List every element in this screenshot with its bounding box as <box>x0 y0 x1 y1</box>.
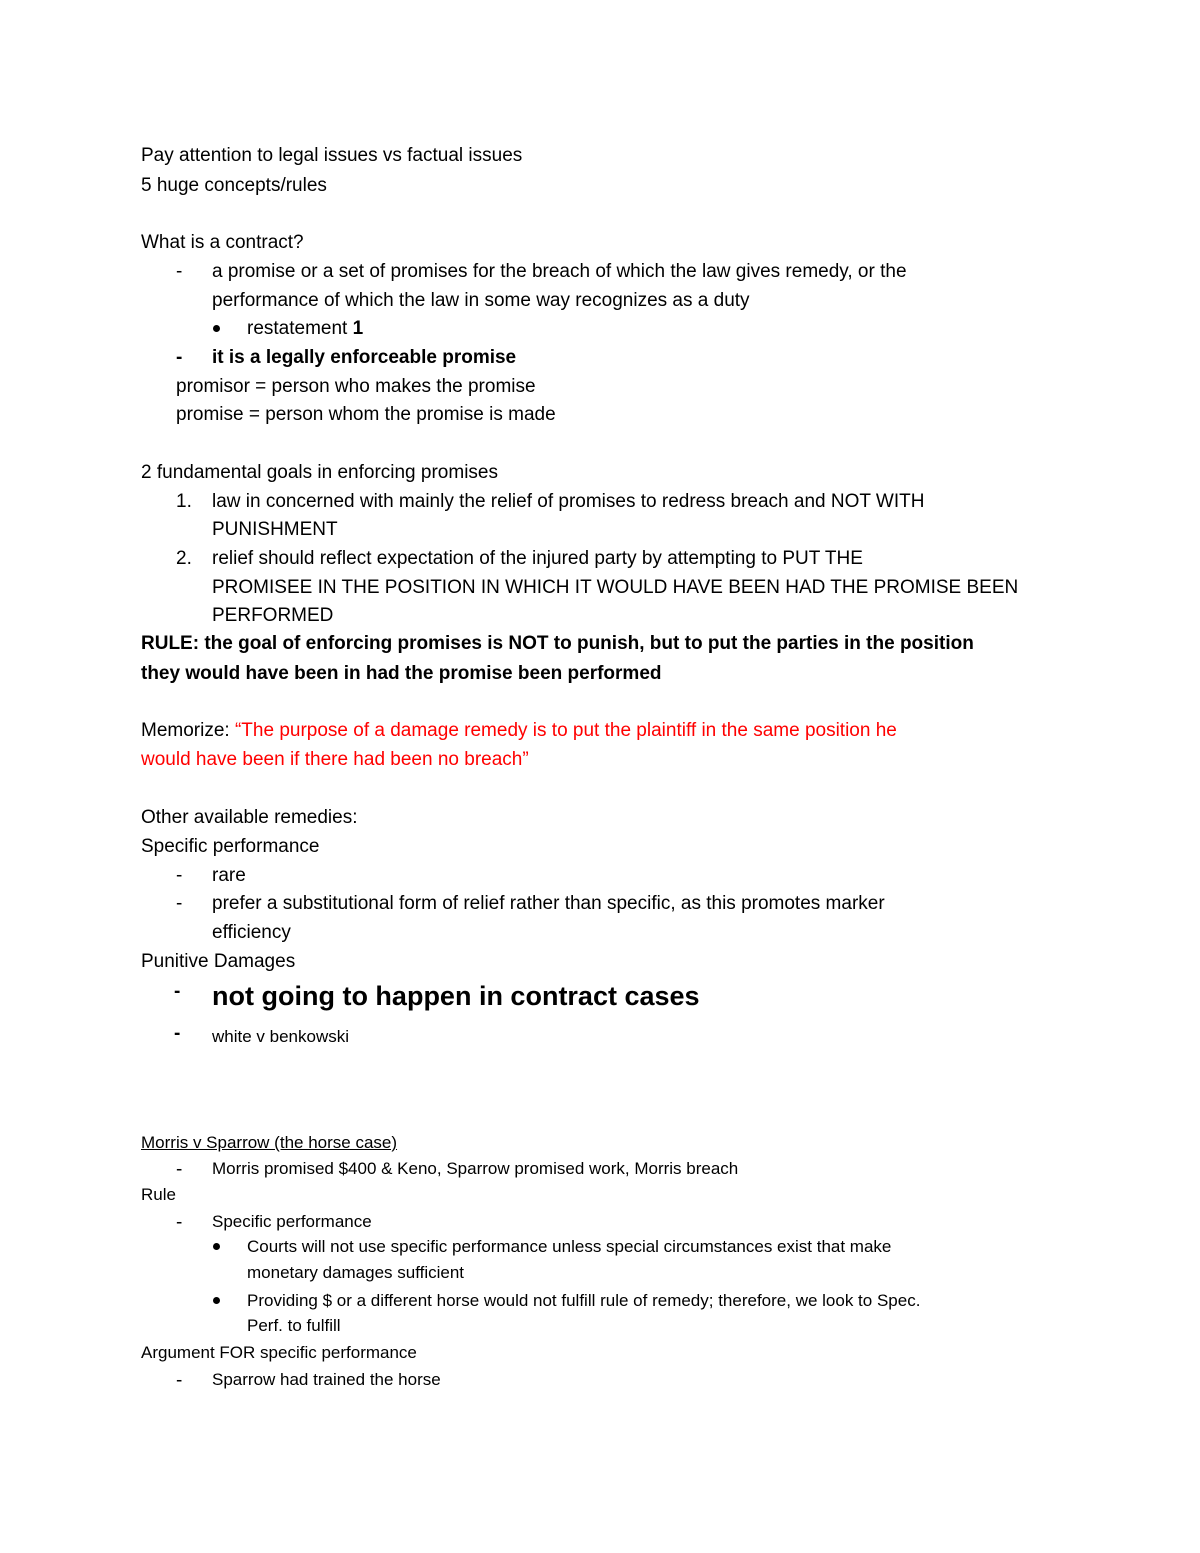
bullet-icon <box>213 1297 220 1304</box>
memorize-label: Memorize: <box>141 720 235 741</box>
dash-marker: - <box>176 1159 183 1180</box>
case-title: Morris v Sparrow (the horse case) <box>141 1133 398 1152</box>
enforceable-promise: it is a legally enforceable promise <box>212 347 517 368</box>
case-bullet-1-line-2: monetary damages sufficient <box>247 1263 465 1282</box>
list-number-2: 2. <box>176 548 192 569</box>
case-rule-label: Rule <box>141 1185 176 1204</box>
goal-2-line-2: PROMISEE IN THE POSITION IN WHICH IT WOULD HAVE BEEN HAD THE PROMISE BEEN <box>212 577 1019 598</box>
restatement-text: restatement <box>247 318 353 339</box>
goal-1-line-2: PUNISHMENT <box>212 519 338 540</box>
dash-marker: - <box>176 865 183 886</box>
memorize-line-1 <box>141 719 897 743</box>
intro-line-2: 5 huge concepts/rules <box>141 175 327 196</box>
punitive-item-case: white v benkowski <box>212 1027 350 1046</box>
case-facts: Morris promised $400 & Keno, Sparrow promised work, Morris breach <box>212 1159 739 1178</box>
specific-item-rare: rare <box>212 865 246 886</box>
argument-label: Argument FOR specific performance <box>141 1343 417 1362</box>
case-bullet-1-line-1: Courts will not use specific performance unless special circumstances exist that make <box>247 1237 892 1256</box>
dash-marker: - <box>176 1370 183 1391</box>
dash-marker: - <box>174 1023 181 1044</box>
rule-line-1: RULE: the goal of enforcing promises is NOT to punish, but to put the parties in the position <box>141 633 974 654</box>
contract-heading: What is a contract? <box>141 232 304 253</box>
dash-marker: - <box>176 261 183 282</box>
goal-2-line-1: relief should reflect expectation of the injured party by attempting to PUT THE <box>212 548 863 569</box>
specific-performance-heading: Specific performance <box>141 836 320 857</box>
case-bullet-2-line-1: Providing $ or a different horse would not fulfill rule of remedy; therefore, we look to Spec. <box>247 1291 921 1310</box>
case-rule-item: Specific performance <box>212 1212 372 1231</box>
punitive-item-not-happen: not going to happen in contract cases <box>212 981 700 1011</box>
specific-item-prefer-line-2: efficiency <box>212 922 291 943</box>
bullet-icon <box>213 1243 220 1250</box>
goal-1-line-1: law in concerned with mainly the relief of promises to redress breach and NOT WITH <box>212 491 925 512</box>
memorize-quote-line-1: “The purpose of a damage remedy is to put the plaintiff in the same position he <box>234 720 897 741</box>
case-bullet-2-line-2: Perf. to fulfill <box>247 1316 341 1335</box>
dash-marker: - <box>176 893 183 914</box>
restatement-line <box>247 317 363 341</box>
goal-2-line-3: PERFORMED <box>212 605 334 626</box>
specific-item-prefer-line-1: prefer a substitutional form of relief rather than specific, as this promotes marker <box>212 893 885 914</box>
memorize-quote-line-2: would have been if there had been no breach” <box>141 749 529 770</box>
restatement-number: 1 <box>352 318 364 339</box>
promise-definition: promise = person whom the promise is made <box>176 404 556 425</box>
dash-marker: - <box>176 347 183 368</box>
promisor-definition: promisor = person who makes the promise <box>176 376 536 397</box>
dash-marker: - <box>176 1212 183 1233</box>
bullet-icon <box>213 325 220 332</box>
list-number-1: 1. <box>176 491 192 512</box>
dash-marker: - <box>174 981 181 1002</box>
goals-heading: 2 fundamental goals in enforcing promises <box>141 462 498 483</box>
contract-definition-line-1: a promise or a set of promises for the breach of which the law gives remedy, or the <box>212 261 907 282</box>
intro-line-1: Pay attention to legal issues vs factual issues <box>141 145 523 166</box>
punitive-damages-heading: Punitive Damages <box>141 951 296 972</box>
contract-definition-line-2: performance of which the law in some way recognizes as a duty <box>212 290 750 311</box>
rule-line-2: they would have been in had the promise been performed <box>141 663 662 684</box>
argument-item: Sparrow had trained the horse <box>212 1370 441 1389</box>
remedies-heading: Other available remedies: <box>141 807 358 828</box>
